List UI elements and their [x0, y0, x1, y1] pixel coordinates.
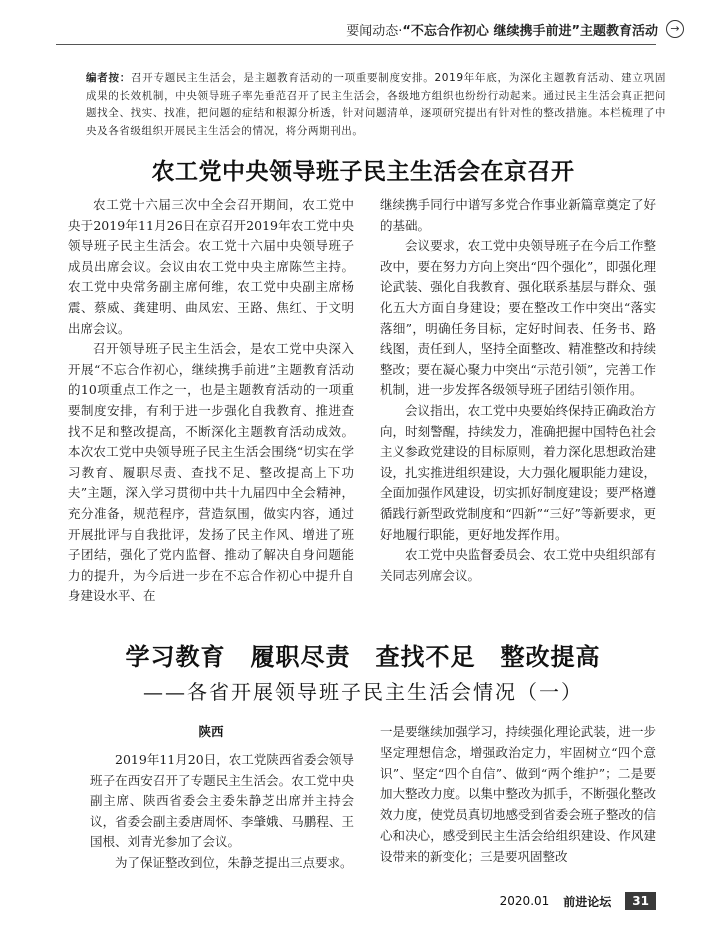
- paragraph: 2019年11月20日，农工党陕西省委会领导班子在西安召开了专题民主生活会。农工党中央副主席、陕西省委会主委朱静芝出席并主持会议，省委会副主委唐周怀、李肇娥、马鹏程、王国根、刘青光参加了会议。: [90, 752, 354, 850]
- article2-right-column: [380, 722, 656, 868]
- header-title: [346, 20, 658, 39]
- editor-note: [86, 70, 666, 140]
- issue-number: 2020.01: [499, 894, 550, 908]
- article2-left-column: [90, 750, 354, 874]
- region-heading: 陕西: [198, 724, 224, 739]
- arrow-circle-icon[interactable]: →: [666, 20, 684, 38]
- magazine-name: 前进论坛: [563, 894, 612, 909]
- header-subtitle: “不忘合作初心 继续携手前进”主题教育活动: [402, 24, 658, 39]
- page-header: [0, 0, 726, 46]
- paragraph: 会议要求，农工党中央领导班子在今后工作整改中，要在努力方向上突出“四个强化”，即强化理论武装、强化自我教育、强化联系基层与群众、强化五大方面自身建设；要在整改工作中突出“落实落细”，明确任务目标，定好时间表、任务书、路线图，责任到人，坚持全面整改、精准整改和持续整改；要在凝心聚力中突出“示范引领”，完善工作机制，进一步发挥各级领导班子团结引领作用。: [380, 238, 656, 398]
- paragraph: 农工党十六届三次中全会召开期间，农工党中央于2019年11月26日在京召开2019年农工党中央领导班子民主生活会。农工党十六届中央领导班子成员出席会议。会议由农工党中央主席陈竺主持。农工党中央常务副主席何维，农工党中央副主席杨震、蔡威、龚建明、曲凤宏、王路、焦红、于文明出席会议。: [68, 197, 354, 336]
- paragraph: 一是要继续加强学习，持续强化理论武装，进一步坚定理想信念，增强政治定力，牢固树立“四个意识”、坚定“四个自信”、做到“两个维护”；二是要加大整改力度。以集中整改为抓手，不断强化整改效力度，使党员真切地感受到省委会班子整改的信心和决心，感受到民主生活会给组织建设、作风建设带来的新变化；三是要巩固整改: [380, 724, 656, 864]
- header-rule: [56, 44, 656, 45]
- paragraph: 继续携手同行中谱写多党合作事业新篇章奠定了好的基础。: [380, 197, 656, 233]
- paragraph: 召开领导班子民主生活会，是农工党中央深入开展“不忘合作初心，继续携手前进”主题教育活动的10项重点工作之一，也是主题教育活动的一项重要制度安排，有利于进一步强化自我教育、推进查找不足和整改提高，不断深化主题教育活动成效。本次农工党中央领导班子民主生活会围绕“切实在学习教育、履职尽责、查找不足、整改提高上下功夫”主题，深入学习贯彻中共十九届四中全会精神，充分准备，规范程序，营造氛围，做实内容，通过开展批评与自我批评，发扬了民主作风、增进了班子团结，强化了党内监督、推动了解决自身问题能力的提升，为今后进一步在不忘合作初心中提升自身建设水平、在: [68, 341, 354, 604]
- paragraph: 会议指出，农工党中央要始终保持正确政治方向，时刻警醒，持续发力，准确把握中国特色社会主义参政党建设的目标原则，着力深化思想政治建设，扎实推进组织建设，大力强化履职能力建设，全面加强作风建设，切实抓好制度建设；要严格遵循践行新型政党制度和“四新”“三好”等新要求，更好地履行职能，更好地发挥作用。: [380, 402, 656, 542]
- article1-left-column: [68, 195, 354, 607]
- paragraph: 农工党中央监督委员会、农工党中央组织部有关同志列席会议。: [380, 547, 656, 583]
- header-section: 要闻动态·: [346, 24, 403, 39]
- page-footer: [500, 890, 656, 912]
- page-number: 31: [625, 892, 656, 910]
- article2-subtitle: ——各省开展领导班子民主生活会情况（一）: [143, 680, 583, 704]
- article2-title: 学习教育 履职尽责 查找不足 整改提高: [125, 643, 601, 671]
- editor-note-text: 召开专题民主生活会，是主题教育活动的一项重要制度安排。2019年年底，为深化主题教育活动、建立巩固成果的长效机制，中央领导班子率先垂范召开了民主生活会，各级地方组织也纷纷行动起来。通过民主生活会真正把问题找全、找实、找准，把问题的症结和根源分析透，针对问题清单，逐项研究提出有针对性的整改措施。本栏梳理了中央及各省级组织开展民主生活会的情况，将分两期刊出。: [86, 72, 666, 137]
- editor-note-label: 编者按：: [86, 72, 131, 84]
- article1-title: 农工党中央领导班子民主生活会在京召开: [151, 159, 575, 185]
- article1-right-column: [380, 195, 656, 586]
- paragraph: 为了保证整改到位，朱静芝提出三点要求。: [115, 854, 353, 870]
